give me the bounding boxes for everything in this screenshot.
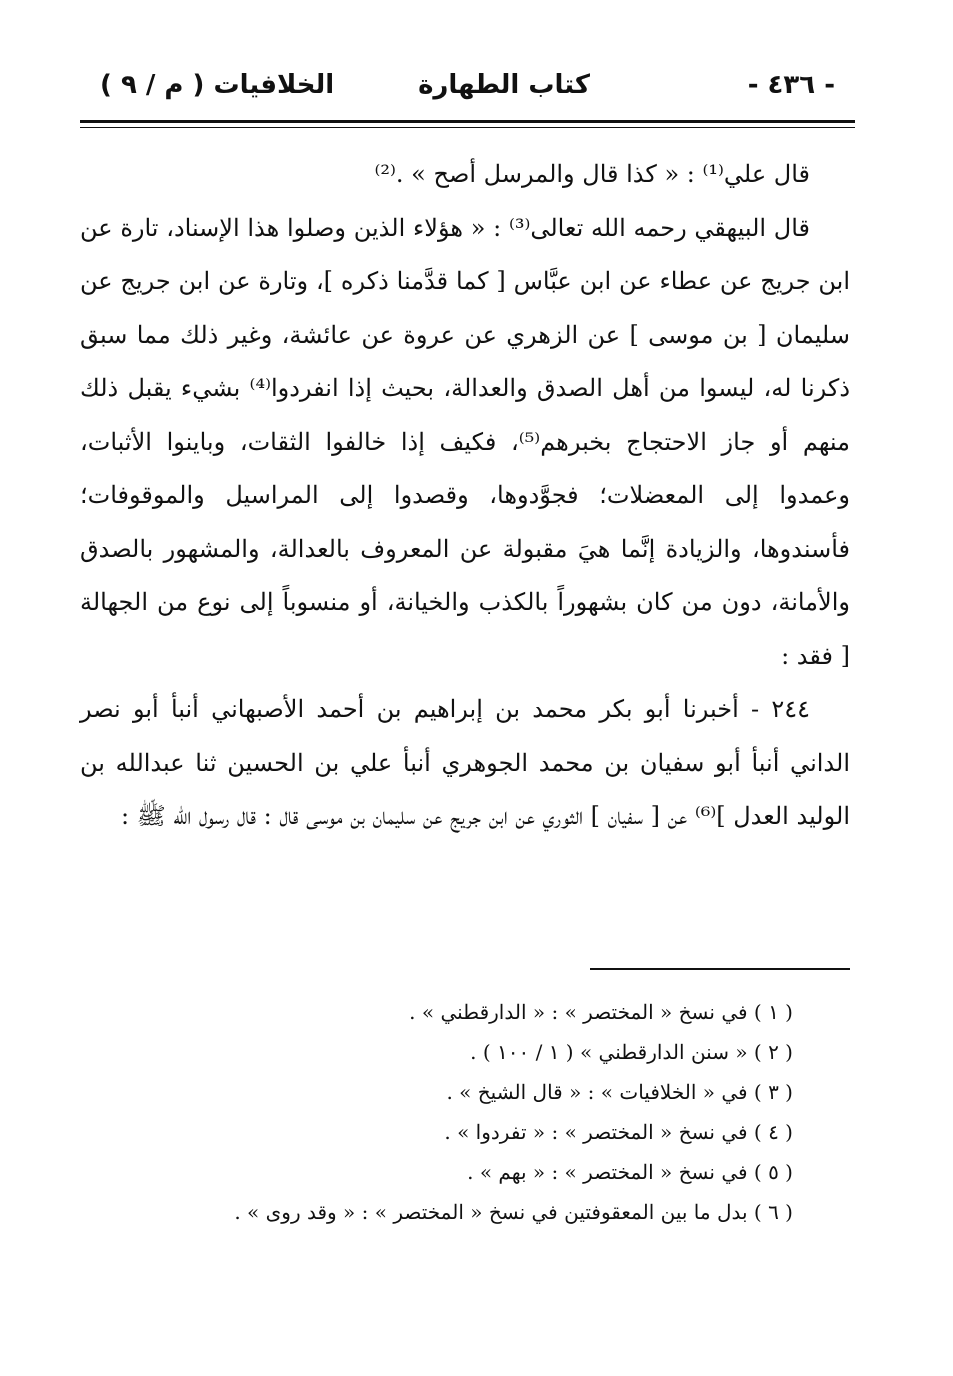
page-header [80,70,855,120]
footnote-3: ( ٣ ) في « الخلافيات » : « قال الشيخ » . [446,1080,793,1104]
footnote-2: ( ٢ ) « سنن الدارقطني » ( ١ / ١٠٠ ) . [470,1040,793,1064]
paragraph-hadith-244: ٢٤٤ - أخبرنا أبو بكر محمد بن إبراهيم بن أحمد الأصبهاني أنبأ أبو نصر الداني أنبأ أبو سفيان بن محمد الجوهري أنبأ علي بن الحسين ثنا عبدالله بن الوليد العدل ]⁽⁶⁾ عن [ سفيان ] الثوري عن ابن جريج عن سليمان بن موسى قال : قال رسول الله ﷺ : [80,695,850,830]
footnote-1: ( ١ ) في نسخ « المختصر » : « الدارقطني » . [409,1000,793,1024]
main-text [80,148,850,844]
page-number: - ٤٣٦ - [747,70,835,100]
footnote-6: ( ٦ ) بدل ما بين المعقوفتين في نسخ « المختصر » : « وقد روى » . [234,1200,793,1224]
paragraph-ali: قال علي⁽¹⁾ : « كذا قال والمرسل أصح » .⁽²⁾ [374,160,810,188]
footnote-separator [590,968,850,970]
header-rule-thick [80,120,855,123]
footnotes [153,992,793,1232]
book-title: كتاب الطهارة [418,70,590,100]
header-rule-thin [80,127,855,128]
volume-label: الخلافيات ( م / ٩ ) [100,70,335,100]
paragraph-bayhaqi: قال البيهقي رحمه الله تعالى⁽³⁾ : « هؤلاء الذين وصلوا هذا الإسناد، تارة عن ابن جريج عن عطاء عن ابن عبَّاس [ كما قدَّمنا ذكره ]، وتارة عن ابن جريج عن سليمان [ بن موسى ] عن الزهري عن عروة عن عائشة، وغير ذلك مما سبق ذكرنا له، ليسوا من أهل الصدق والعدالة، بحيث إذا انفردوا⁽⁴⁾ بشيء يقبل ذلك منهم أو جاز الاحتجاج بخبرهم⁽⁵⁾، فكيف إذا خالفوا الثقات، وباينوا الأثبات، وعمدوا إلى المعضلات؛ فجوَّدوها، وقصدوا إلى المراسيل والموقوفات؛ فأسندوها، والزيادة إنَّما هيَ مقبولة عن المعروف بالعدالة، والمشهور بالصدق والأمانة، دون من كان بشهوراً بالكذب والخيانة، أو منسوباً إلى نوع من الجهالة [ فقد : [80,213,851,670]
footnote-5: ( ٥ ) في نسخ « المختصر » : « بهم » . [467,1160,793,1184]
footnote-4: ( ٤ ) في نسخ « المختصر » : « تفردوا » . [444,1120,793,1144]
